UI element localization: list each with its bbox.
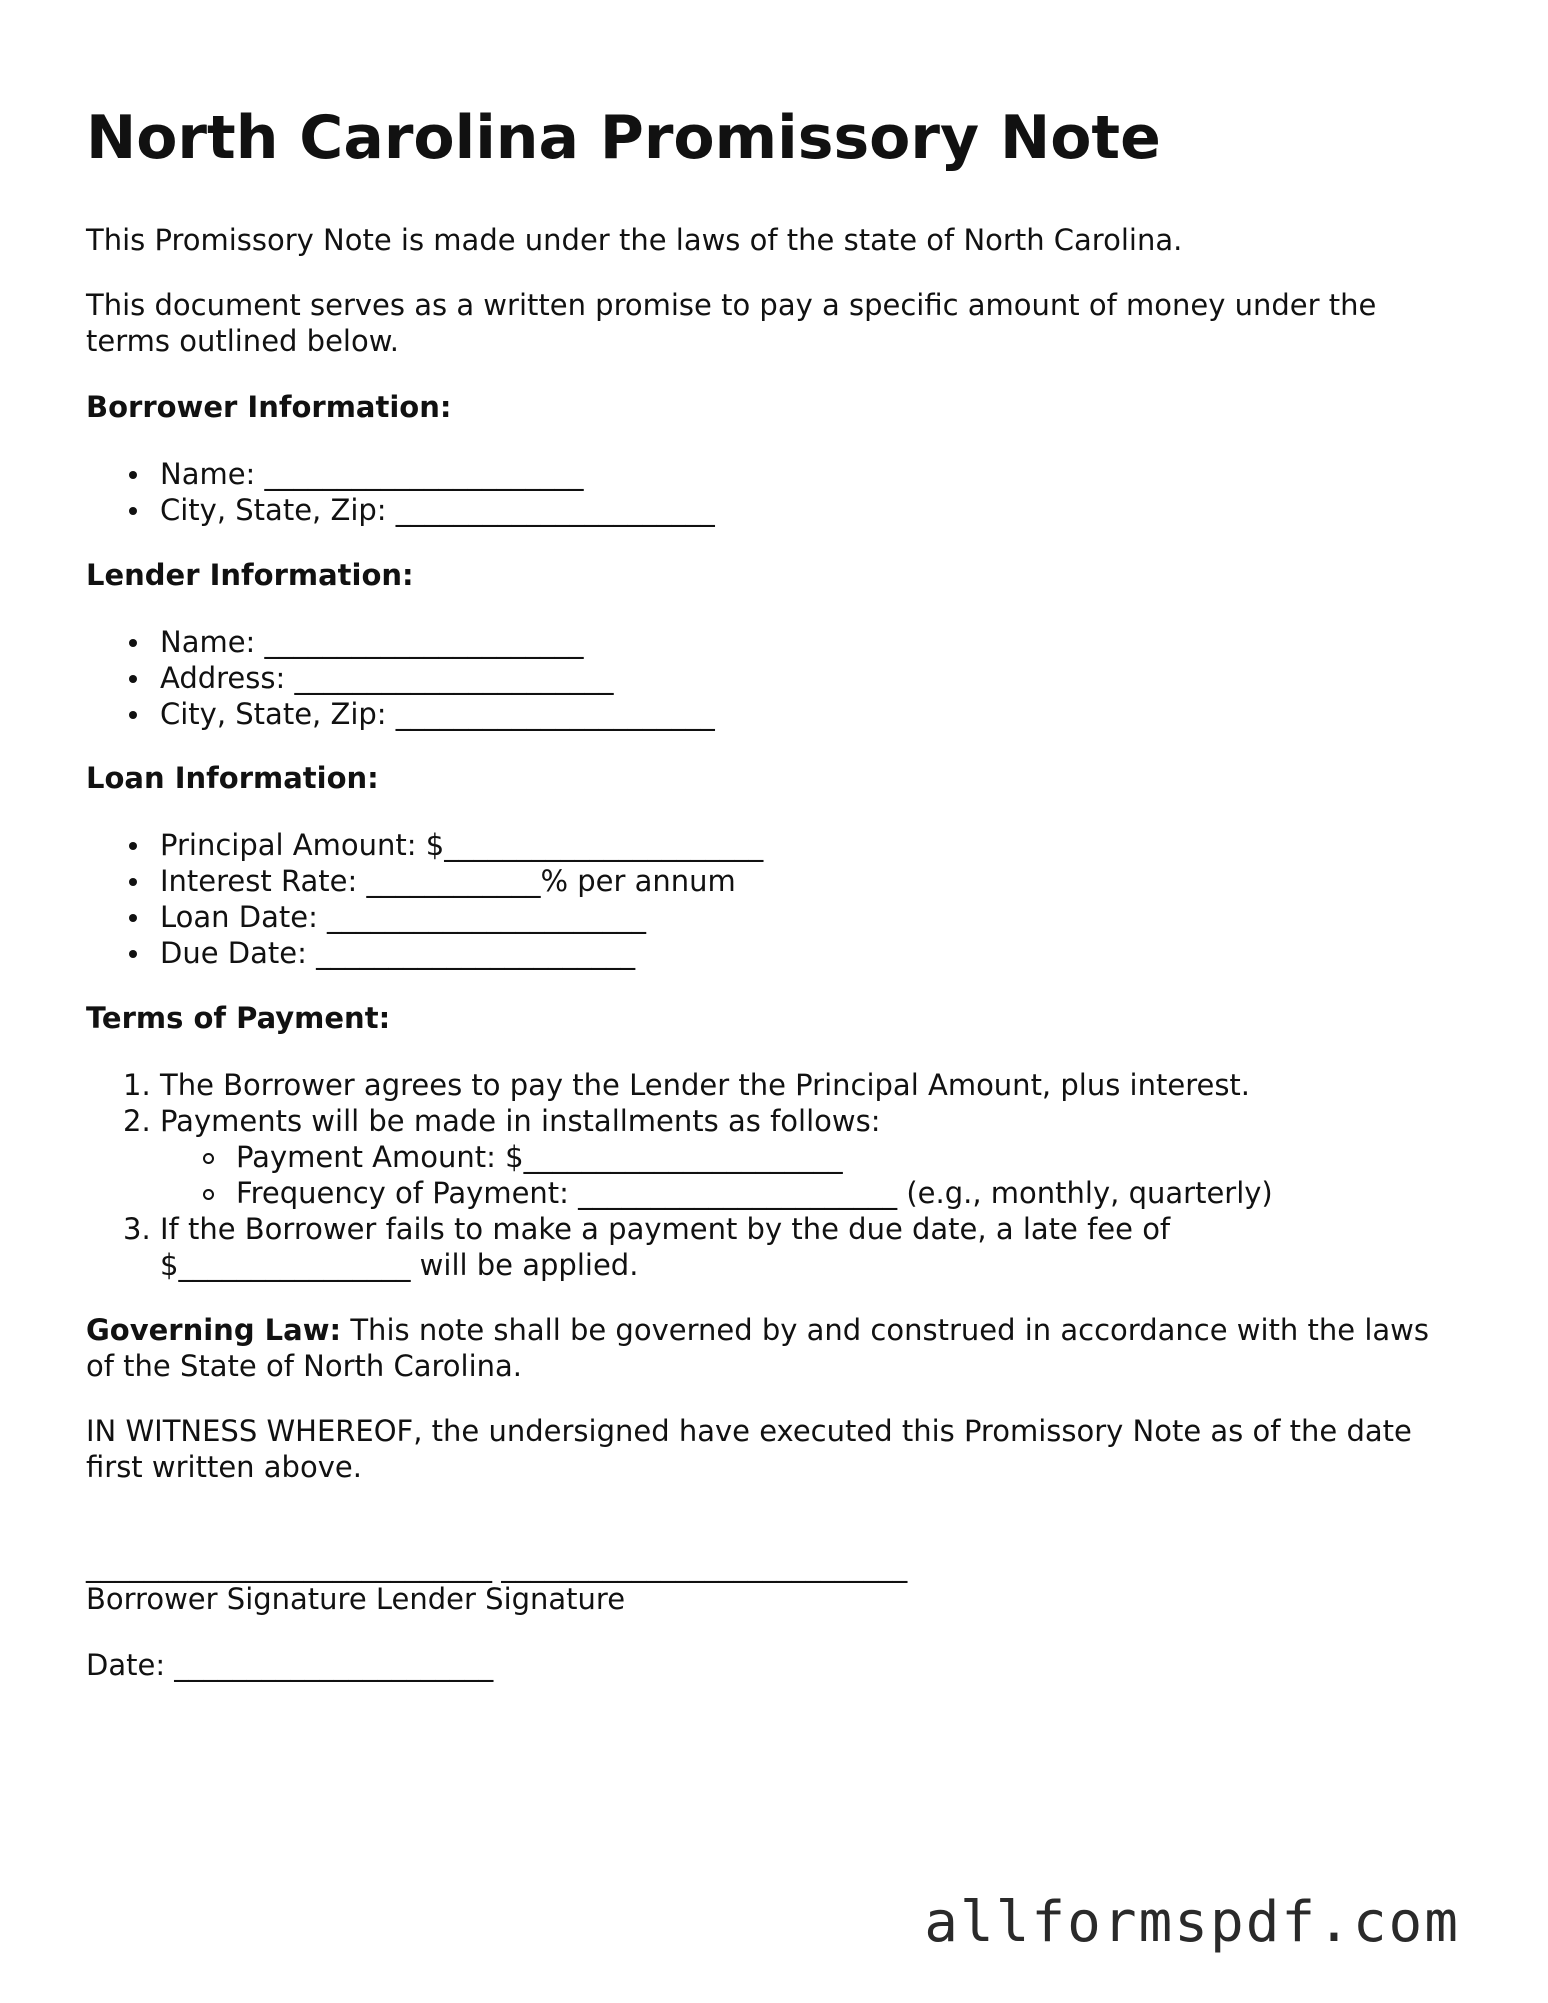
- interest-rate-field: Interest Rate: ____________% per annum: [86, 863, 763, 899]
- term-text-3b: $________________ will be applied.: [160, 1248, 639, 1282]
- site-watermark: allformspdf.com: [924, 1890, 1460, 1955]
- term-text-1: The Borrower agrees to pay the Lender the Principal Amount, plus interest.: [160, 1068, 1251, 1102]
- due-date-field: Due Date: ______________________: [86, 935, 763, 971]
- lender-name-field: Name: ______________________: [86, 624, 715, 660]
- payment-amount-field: Payment Amount: $______________________: [160, 1139, 1273, 1175]
- terms-of-payment-heading: Terms of Payment:: [86, 1001, 391, 1035]
- term-text-2: Payments will be made in installments as follows:: [160, 1104, 881, 1138]
- witness-paragraph: IN WITNESS WHEREOF, the undersigned have executed this Promissory Note as of the date first written above.: [86, 1414, 1412, 1484]
- document-title: North Carolina Promissory Note: [86, 103, 1161, 173]
- borrower-info-list: [86, 456, 715, 528]
- intro-paragraph-1: This Promissory Note is made under the laws of the state of North Carolina.: [86, 223, 1183, 257]
- terms-list: [86, 1067, 1273, 1283]
- lender-info-heading: Lender Information:: [86, 558, 414, 592]
- principal-amount-field: Principal Amount: $______________________: [86, 827, 763, 863]
- term-number-1: 1.: [123, 1068, 151, 1102]
- term-item-2: [86, 1103, 1273, 1211]
- term-number-2: 2.: [123, 1104, 151, 1138]
- date-field: Date: ______________________: [86, 1648, 494, 1682]
- lender-address-field: Address: ______________________: [86, 660, 715, 696]
- governing-law-text: This note shall be governed by and construed in accordance with the laws of the State of North Carolina.: [86, 1313, 1429, 1383]
- borrower-info-heading: Borrower Information:: [86, 390, 452, 424]
- term-number-3: 3.: [123, 1212, 151, 1246]
- term-text-3a: If the Borrower fails to make a payment by the due date, a late fee of: [160, 1212, 1171, 1246]
- loan-date-field: Loan Date: ______________________: [86, 899, 763, 935]
- term-item-1: [86, 1067, 1273, 1103]
- signature-labels: Borrower Signature Lender Signature: [86, 1582, 626, 1616]
- borrower-name-field: Name: ______________________: [86, 456, 715, 492]
- signature-lines: ____________________________ ____________________________: [86, 1549, 908, 1583]
- governing-law-label: Governing Law:: [86, 1313, 342, 1347]
- installment-sublist: [160, 1139, 1273, 1211]
- lender-info-list: [86, 624, 715, 732]
- intro-paragraph-2: This document serves as a written promise to pay a specific amount of money under the terms outlined below.: [86, 288, 1377, 358]
- payment-frequency-field: Frequency of Payment: ______________________ (e.g., monthly, quarterly): [160, 1175, 1273, 1211]
- governing-law-paragraph: [86, 1312, 1466, 1384]
- borrower-city-field: City, State, Zip: ______________________: [86, 492, 715, 528]
- loan-info-list: [86, 827, 763, 971]
- lender-city-field: City, State, Zip: ______________________: [86, 696, 715, 732]
- loan-info-heading: Loan Information:: [86, 761, 379, 795]
- term-item-3: [86, 1211, 1273, 1283]
